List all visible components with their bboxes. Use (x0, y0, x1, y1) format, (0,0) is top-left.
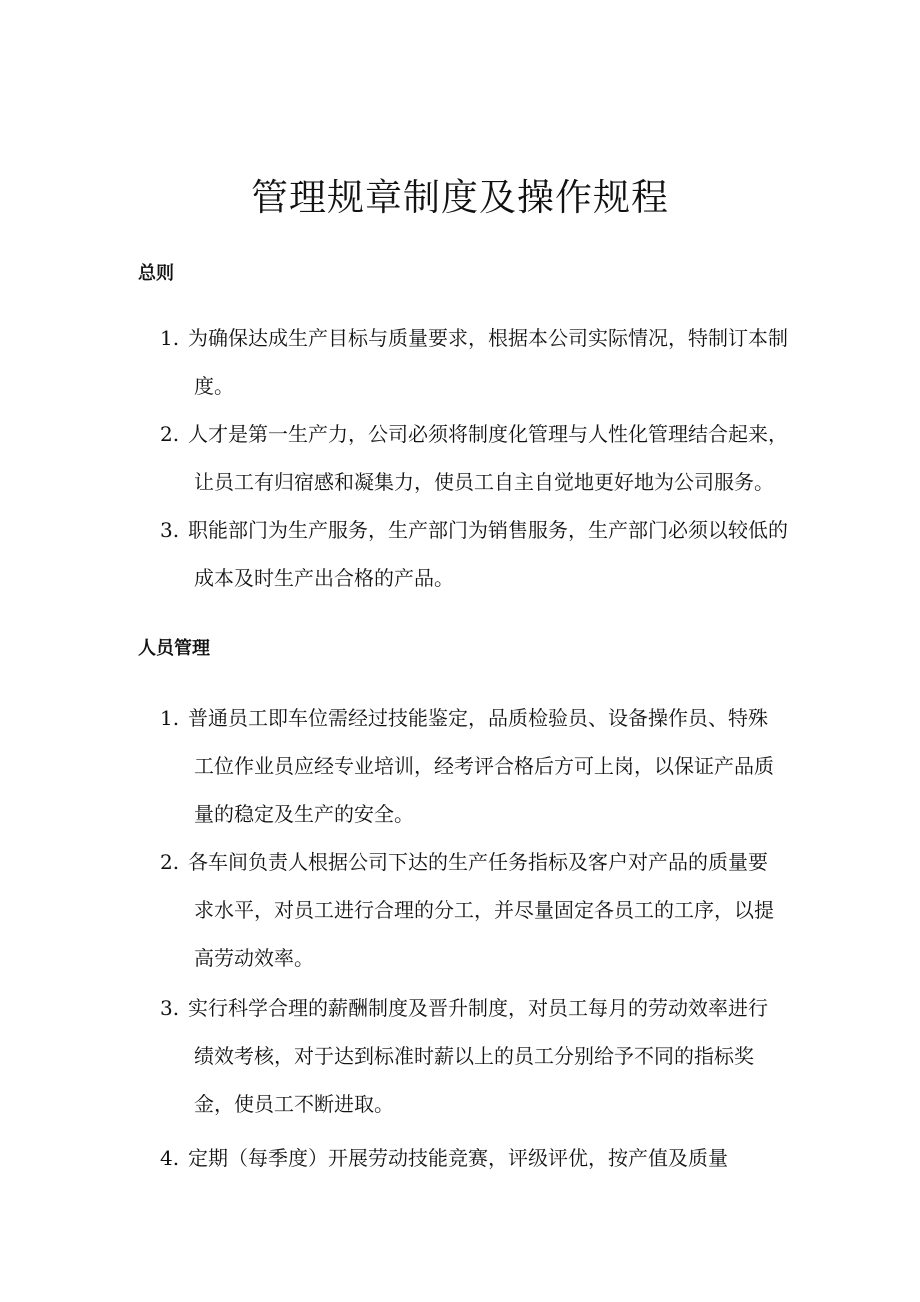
item-line: 让员工有归宿感和凝集力，使员工自主自觉地更好地为公司服务。 (194, 470, 774, 494)
item-line: 职能部门为生产服务，生产部门为销售服务，生产部门必须以较低的 (188, 518, 788, 542)
list-item (160, 694, 800, 838)
item-line: 绩效考核，对于达到标准时薪以上的员工分别给予不同的指标奖 (194, 1044, 754, 1068)
item-number: 2. (160, 422, 180, 446)
list-item (160, 1134, 800, 1182)
item-line: 工位作业员应经专业培训，经考评合格后方可上岗，以保证产品质 (194, 754, 774, 778)
item-text (160, 314, 800, 410)
list-item (160, 984, 800, 1128)
item-text (160, 838, 800, 982)
item-line: 求水平，对员工进行合理的分工，并尽量固定各员工的工序，以提 (194, 898, 774, 922)
item-number: 1. (160, 706, 180, 730)
item-line: 为确保达成生产目标与质量要求，根据本公司实际情况，特制订本制 (188, 326, 788, 350)
item-line: 人才是第一生产力，公司必须将制度化管理与人性化管理结合起来， (188, 422, 788, 446)
section-heading-general: 总则 (138, 263, 174, 284)
item-line: 高劳动效率。 (194, 946, 314, 970)
item-number: 4. (160, 1146, 180, 1170)
item-number: 3. (160, 518, 180, 542)
list-item (160, 838, 800, 982)
item-line: 定期（每季度）开展劳动技能竞赛，评级评优，按产值及质量 (188, 1146, 728, 1170)
item-number: 1. (160, 326, 180, 350)
item-number: 3. (160, 996, 180, 1020)
item-text (160, 984, 800, 1128)
item-line: 金，使员工不断进取。 (194, 1092, 394, 1116)
item-line: 度。 (194, 374, 234, 398)
list-item (160, 410, 800, 506)
page-title: 管理规章制度及操作规程 (251, 176, 669, 219)
list-item (160, 506, 800, 602)
item-line: 普通员工即车位需经过技能鉴定，品质检验员、设备操作员、特殊 (188, 706, 768, 730)
item-line: 量的稳定及生产的安全。 (194, 802, 414, 826)
item-line: 成本及时生产出合格的产品。 (194, 566, 454, 590)
item-text (160, 694, 800, 838)
section-heading-personnel: 人员管理 (138, 638, 210, 659)
item-text (160, 410, 800, 506)
item-text (160, 506, 800, 602)
item-number: 2. (160, 850, 180, 874)
item-line: 各车间负责人根据公司下达的生产任务指标及客户对产品的质量要 (188, 850, 768, 874)
item-text (160, 1134, 800, 1182)
list-item (160, 314, 800, 410)
item-line: 实行科学合理的薪酬制度及晋升制度，对员工每月的劳动效率进行 (188, 996, 768, 1020)
